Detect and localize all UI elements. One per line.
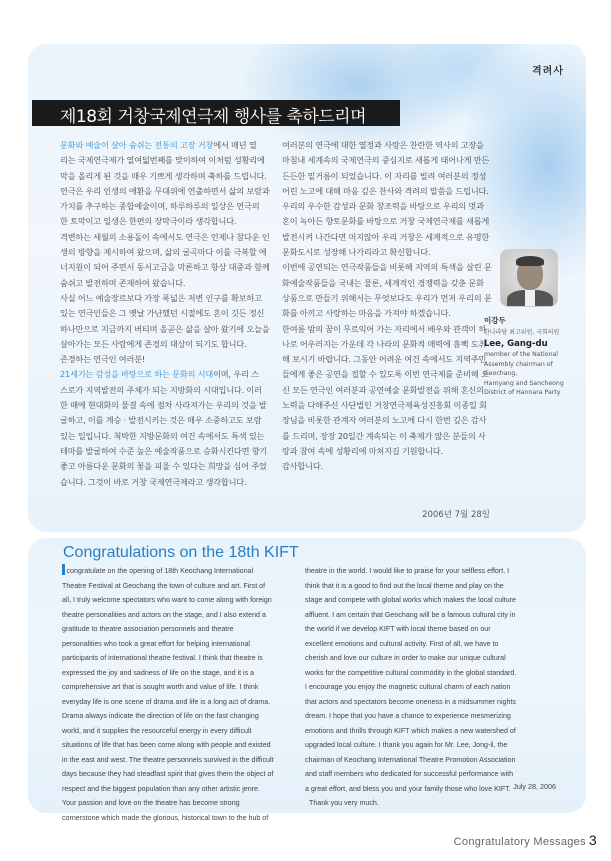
korean-text: 한 토막이고 일생은 한편의 장막극이라 생각합니다. [60, 216, 237, 227]
korean-text-line [60, 245, 276, 260]
korean-left-column [60, 138, 276, 490]
korean-text: 가치를 추구하는 종합예술이며, 하루하루의 일상은 연극의 [60, 201, 260, 212]
korean-text-line: 신 모든 연극인 여러분과 공연예술 문화발전을 위해 혼신의 [282, 384, 484, 395]
korean-text-line [60, 459, 276, 474]
english-text-line: emotions and thrills through KIFT which makes a new watershed of [305, 726, 516, 735]
author-description-line: Hamyang and Sancheong [484, 379, 564, 387]
english-text-line [62, 695, 294, 710]
korean-text-line: 이번에 공연되는 연극작품들을 비롯해 지역의 특색을 살린 문 [282, 262, 492, 273]
korean-text-line [60, 260, 276, 275]
english-text-line [62, 811, 294, 826]
english-text-line [62, 782, 294, 797]
korean-text: 사실 어느 예술장르보다 가장 폭넓은 저변 인구를 확보하고 [60, 292, 262, 303]
korean-text-line: 상품으로 만들기 위해서는 무엇보다도 우리가 먼저 우리의 문 [282, 292, 492, 303]
english-text: comprehensive art that is sought worth and value of life. I think [62, 683, 259, 691]
korean-text-line [60, 337, 276, 352]
english-text-line: think that it is a good to find out the local theme and play on the [305, 581, 504, 590]
english-text: all, I truly welcome spectators who want to come along with foreign [62, 596, 272, 604]
english-text-line: that actors and spectators become oneness in a midsummer nights [305, 697, 516, 706]
highlighted-phrase: 문화와 예술이 살아 숨쉬는 전통의 고장 거창 [60, 140, 214, 150]
korean-text: 존경하는 연극인 여러분! [60, 354, 145, 365]
english-text: world, and it supplies the resourceful energy in every difficult [62, 726, 252, 735]
korean-text-line: 랑과 참여 속에 성황리에 마쳐지길 기원합니다. [282, 445, 443, 456]
page-footer [454, 832, 597, 848]
highlighted-phrase: 21세기는 감성을 바탕으로 하는 문화의 시대 [60, 369, 214, 380]
english-text-line [62, 608, 294, 623]
korean-text: 숨쉬고 발전하며 존재하여 왔습니다. [60, 277, 186, 288]
footer-label: Congratulatory Messages [453, 836, 586, 848]
korean-text-line: 장님을 비롯한 관계자 여러분의 노고에 다시 한번 깊은 감사 [282, 415, 487, 426]
korean-text-line [60, 276, 276, 291]
english-text-line: theatre in the world. I would like to praise for your selfless effort. I [305, 567, 510, 575]
english-text: in the east and west. The theatre personnels survived in the difficult [62, 755, 274, 764]
korean-text-line [60, 322, 276, 337]
korean-text: 살아가는 모든 사람에게 존경의 대상이 되기도 합니다. [60, 338, 247, 349]
english-text-line: stage and compete with global works which makes the local culture [305, 596, 516, 604]
korean-text: 있는 일입니다. 척박한 지방문화의 여건 속에서도 특색 있는 [60, 430, 265, 441]
korean-text-line: 한여름 밤의 꿈이 무르익어 가는 자리에서 배우와 관객이 하 [282, 323, 487, 334]
korean-text-line [60, 352, 276, 367]
korean-text-line: 여러분의 연극에 대한 열정과 사랑은 찬란한 역사의 고장을 [282, 140, 484, 150]
korean-text: 너지원이 되어 주면서 동서고금을 막론하고 항상 대중과 함께 [60, 262, 270, 273]
english-date: July 28, 2006 [513, 782, 556, 791]
korean-text: 있는 연극인들은 그 옛날 가난했던 시절에도 혼이 깃든 정신 [60, 308, 265, 319]
korean-text-line: 감사합니다. [282, 461, 323, 472]
korean-text-line [60, 138, 276, 153]
english-text-line [62, 753, 294, 768]
english-text-line: cherish and love our culture in order to make our unique cultural [305, 654, 506, 662]
english-text-line: and staff members who dedicated for successful performance with [305, 770, 514, 778]
korean-text-line [60, 214, 276, 229]
section-tag: 격려사 [532, 66, 564, 77]
english-text-line [62, 724, 294, 739]
korean-text-line [60, 413, 276, 428]
english-text-line: chairman of Keochang International Theatre Promotion Association [305, 755, 516, 764]
korean-text: 하나만으로 지금까지 버티며 올곧은 삶을 살아 왔기에 오늘을 [60, 323, 270, 334]
korean-text-line [60, 291, 276, 306]
korean-text-line: 우리의 우수한 감성과 문화 창조력을 바탕으로 우리의 멋과 [282, 201, 484, 212]
english-text-line [62, 709, 294, 724]
korean-text: 에서 매년 열 [213, 140, 257, 150]
english-text: participants of international theatre festival. I think that theatre is [62, 654, 263, 662]
korean-text-line: 들에게 좋은 공연을 접할 수 있도록 이번 연극제를 준비해 오 [282, 369, 489, 380]
korean-text: 스로가 지역발전의 주체가 되는 지방화의 시대입니다. 이러 [60, 384, 262, 395]
korean-text: 한 때에 현대화의 물결 속에 점차 사라져가는 우리의 것을 발 [60, 400, 267, 411]
english-text-line: I encourage you enjoy the magnetic cultural charm of each nation [305, 683, 511, 691]
english-text: days because they had steadfast spirit that gives them the object of [62, 770, 274, 778]
english-text-line [62, 666, 294, 681]
english-text-line [62, 579, 294, 594]
author-profile [484, 249, 586, 398]
korean-text-line [60, 444, 276, 459]
korean-text: 생의 방향을 제시하여 왔으며, 삶의 굴곡마다 이를 극복할 에 [60, 247, 267, 258]
korean-text-line: 를 드리며, 장장 20일간 계속되는 이 축제가 많은 분들의 사 [282, 430, 486, 441]
korean-text-line [60, 367, 276, 382]
author-photo [500, 249, 558, 307]
korean-text: 연극은 우리 인생의 애환을 무대위에 연출하면서 삶의 보람과 [60, 185, 270, 196]
korean-text: 막을 올리게 된 것을 매우 기쁘게 생각하며 축하를 드립니다. [60, 170, 267, 181]
english-text: expressed the joy and sadness of life on the stage, and it is a [62, 668, 255, 677]
title-bar [32, 100, 400, 126]
english-text: Theatre Festival at Geochang the town of culture and art. First of [62, 581, 266, 590]
english-text-line [62, 637, 294, 652]
english-title: Congratulations on the 18th KIFT [63, 544, 299, 561]
korean-text: 좋고 아름다운 문화의 꽃을 피울 수 있다는 희망을 심어 주었 [60, 461, 267, 472]
korean-text: 굴하고, 이를 계승 · 발전시키는 것은 매우 소중하고도 보람 [60, 415, 262, 426]
english-text-line [62, 593, 294, 608]
korean-text-line [60, 230, 276, 245]
english-text-line: works for the competitive cultural commodity in the global standard. [305, 668, 517, 677]
author-role-korean: 한나라당 최고위원, 국회의원 [484, 329, 560, 336]
korean-text-line [60, 199, 276, 214]
author-description-line: Assembly chairman of [484, 360, 553, 368]
english-text-line: Thank you very much. [309, 799, 379, 807]
korean-message-panel [28, 44, 586, 532]
korean-text-line: 혼이 녹아든 향토문화를 바탕으로 거창 국제연극제를 새롭게 [282, 216, 490, 227]
english-right-column [305, 564, 543, 811]
english-text-line [62, 622, 294, 637]
english-text-line: a great effort, and bless you and your family those who love KIFT. [305, 784, 511, 793]
english-text-line [62, 564, 294, 579]
english-text: Your passion and love on the theatre has become strong [62, 799, 240, 807]
korean-text-line: 발전시켜 나간다면 머지않아 우리 거창은 세계적으로 유명한 [282, 231, 490, 242]
korean-text-line: 어린 노고에 대해 마음 깊은 찬사와 격려의 말씀을 드립니다. [282, 185, 489, 196]
english-text-line: excellent emotions and cultural activity. First of all, we have to [305, 639, 499, 648]
korean-text-line [60, 169, 276, 184]
english-text-line [62, 738, 294, 753]
korean-title: 제18회 거창국제연극제 행사를 축하드리며 [60, 107, 367, 127]
english-text-line: dream. I hope that you have a chance to experience mesmerizing [305, 712, 511, 720]
korean-right-column [282, 138, 498, 475]
author-description [484, 350, 586, 398]
korean-text-line: 마침내 세계속의 국제연극의 중심지로 새롭게 태어나게 만든 [282, 155, 490, 166]
english-text: congratulate on the opening of 18th Keochang International [66, 567, 254, 575]
english-text: everyday life is one scene of drama and life is a long act of drama. [62, 697, 271, 706]
english-message-panel [28, 538, 586, 822]
korean-text: 습니다. 그것이 바로 거창 국제연극제라고 생각합니다. [60, 476, 247, 487]
english-text: Drama always indicate the direction of life on the fast changing [62, 712, 259, 720]
korean-text-line: 해 보시기 바랍니다. 그동안 어려운 여건 속에서도 지역주민 [282, 354, 487, 365]
english-text-line [62, 680, 294, 695]
korean-text-line [60, 184, 276, 199]
korean-text-line: 나로 어우러지는 가운데 각 나라의 문화적 매력에 흠뻑 도취 [282, 338, 487, 349]
english-text-line [62, 767, 294, 782]
english-text-line [62, 796, 294, 811]
korean-date: 2006년 7월 28일 [422, 510, 490, 520]
korean-text-line [60, 429, 276, 444]
author-description-line: District of Hannara Party [484, 389, 561, 396]
korean-text-line [60, 383, 276, 398]
english-text: gratitude to theatre association personnels and theatre [62, 625, 234, 633]
english-text-line [62, 651, 294, 666]
korean-text: 리는 국제연극제가 열여덟번째를 맞이하여 이처럼 성황리에 [60, 155, 265, 166]
english-text-line: affluent. I am certain that Geochang will be a famous cultural city in [305, 610, 516, 619]
author-name-korean: 이강두 [484, 316, 506, 325]
korean-text-line [60, 306, 276, 321]
english-text: personalities who took a great effort for helping international [62, 639, 250, 648]
english-text-line: the world if we develop KIFT with local theme based on our [305, 625, 491, 633]
korean-text-line: 든든한 밑거름이 되었습니다. 이 자리를 빌려 여러분의 정성 [282, 170, 487, 181]
korean-text-line: 문화도시로 성장해 나가리라고 확신합니다. [282, 247, 431, 258]
english-text: respect and the biggest population than any other artistic jenre. [62, 784, 260, 793]
english-text: theatre personalities and actors on the stage, and I also extend a [62, 610, 266, 619]
korean-text-line [60, 153, 276, 168]
korean-text-line [60, 398, 276, 413]
korean-text: 이며, 우리 스 [213, 369, 259, 380]
korean-text-line: 화예술작품들을 국내는 물론, 세계적인 경쟁력을 갖춘 문화 [282, 277, 484, 288]
korean-text-line [60, 475, 276, 490]
english-left-column [62, 564, 294, 825]
page-number: 3 [588, 832, 597, 848]
drop-cap-bar-icon [62, 564, 65, 575]
author-description-line: member of the National [484, 351, 558, 358]
english-text: cornerstone which made the glorious, historical town to the hub of [62, 813, 269, 822]
english-text: situations of life that has been come along with people and existed [62, 741, 271, 749]
korean-text-line: 노력을 다해주신 사단법인 거창연극제육성진흥회 이종일 회 [282, 400, 487, 411]
english-text-line: upgraded local culture. I thank you again for Mr. Lee, Jong-il, the [305, 741, 508, 749]
korean-text: 테마를 발굴하여 수준 높은 예술작품으로 승화시킨다면 향기 [60, 445, 268, 456]
korean-text: 격변하는 세월의 소용돌이 속에서도 연극은 언제나 참다운 인 [60, 231, 270, 242]
korean-text-line: 화를 아끼고 사랑하는 마음을 가져야 하겠습니다. [282, 308, 451, 319]
author-description-line: Geochang, [484, 370, 518, 377]
author-name-english: Lee, Gang-du [484, 339, 548, 349]
